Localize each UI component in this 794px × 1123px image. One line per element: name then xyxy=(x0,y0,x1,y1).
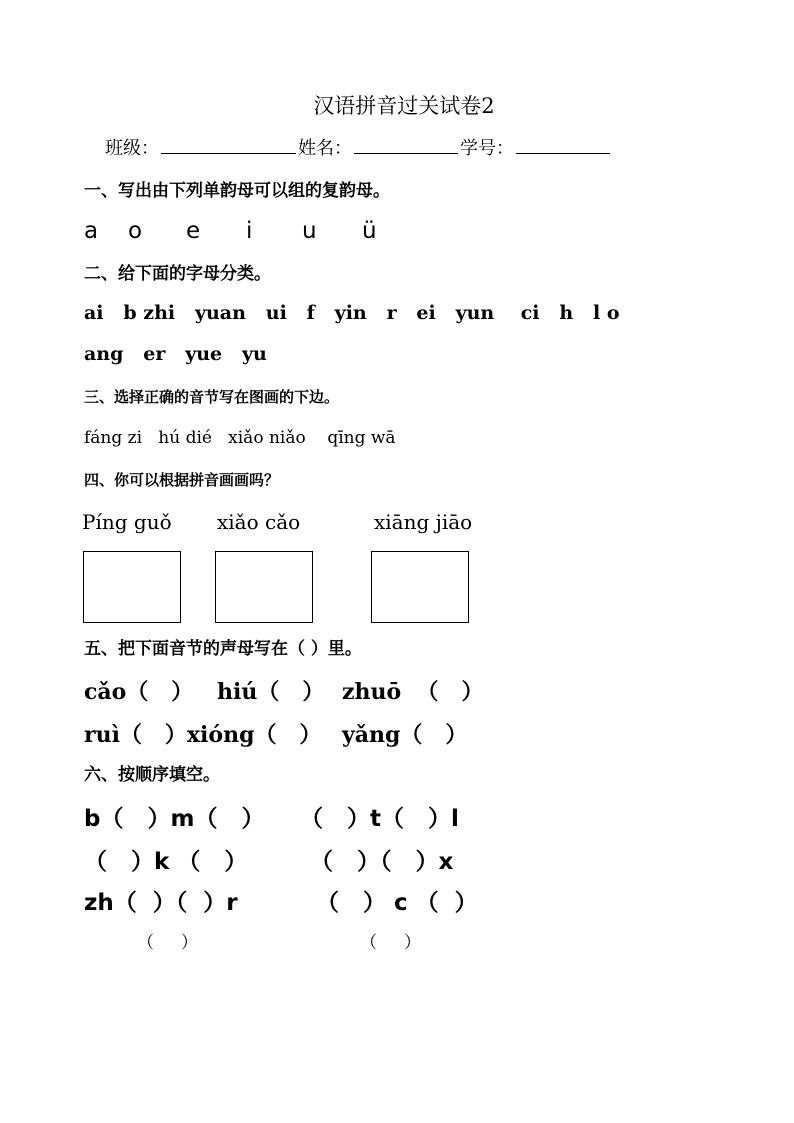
letters-line-1: ai b zhi yuan ui f yin r ei yun ci h l o xyxy=(84,302,620,324)
section-3-heading: 三、选择正确的音节写在图画的下边。 xyxy=(84,388,340,406)
class-field[interactable] xyxy=(161,135,296,154)
syllable-zhuo: zhuō （ ） xyxy=(342,679,484,705)
sequence-row-4b: （ ） xyxy=(360,933,422,953)
syllable-hiu: hiú（ ） xyxy=(217,679,325,705)
word-xiaocao: xiǎo cǎo xyxy=(217,510,301,534)
class-label: 班级： xyxy=(105,138,159,159)
vowel-e: e xyxy=(186,218,201,244)
letters-line-2: ang er yue yu xyxy=(84,343,267,365)
section-1-heading: 一、写出由下列单韵母可以组的复韵母。 xyxy=(84,181,390,201)
sequence-row-1b: （ ）t（ ）l xyxy=(300,806,459,832)
vowel-o: o xyxy=(128,218,143,244)
sequence-row-3a: zh（ ）（ ）r xyxy=(84,890,238,916)
vowel-i: i xyxy=(246,218,253,244)
drawing-box-3[interactable] xyxy=(371,551,469,623)
name-label: 姓名： xyxy=(298,138,352,159)
section-6-heading: 六、按顺序填空。 xyxy=(84,765,220,785)
sequence-row-4a: （ ） xyxy=(137,933,199,953)
sequence-row-1a: b（ ）m（ ） xyxy=(84,806,265,832)
vowel-u: u xyxy=(302,218,317,244)
section-4-heading: 四、你可以根据拼音画画吗？ xyxy=(84,471,280,489)
sequence-row-2a: （ ）k （ ） xyxy=(84,849,248,875)
number-label: 学号： xyxy=(460,138,514,159)
drawing-box-1[interactable] xyxy=(83,551,181,623)
word-xiangjiao: xiāng jiāo xyxy=(374,510,473,534)
name-field[interactable] xyxy=(354,135,458,154)
syllables-line: fáng zi hú dié xiǎo niǎo qīng wā xyxy=(84,428,396,448)
vowel-a: a xyxy=(84,218,99,244)
section-5-heading: 五、把下面音节的声母写在（ ）里。 xyxy=(84,639,362,659)
drawing-box-2[interactable] xyxy=(215,551,313,623)
syllable-yang: yǎng（ ） xyxy=(342,722,468,748)
sequence-row-2b: （ ）（ ）x xyxy=(310,849,454,875)
sequence-row-3b: （ ） c （ ） xyxy=(316,890,478,916)
syllable-rui-xiong: ruì（ ）xióng（ ） xyxy=(84,722,322,748)
student-info xyxy=(105,134,612,160)
syllable-cao: cǎo（ ） xyxy=(84,679,194,705)
number-field[interactable] xyxy=(516,135,610,154)
word-pingguo: Píng guǒ xyxy=(82,510,172,534)
section-2-heading: 二、给下面的字母分类。 xyxy=(84,264,271,284)
vowel-v: ü xyxy=(362,218,377,244)
page-title: 汉语拼音过关试卷2 xyxy=(313,94,495,118)
